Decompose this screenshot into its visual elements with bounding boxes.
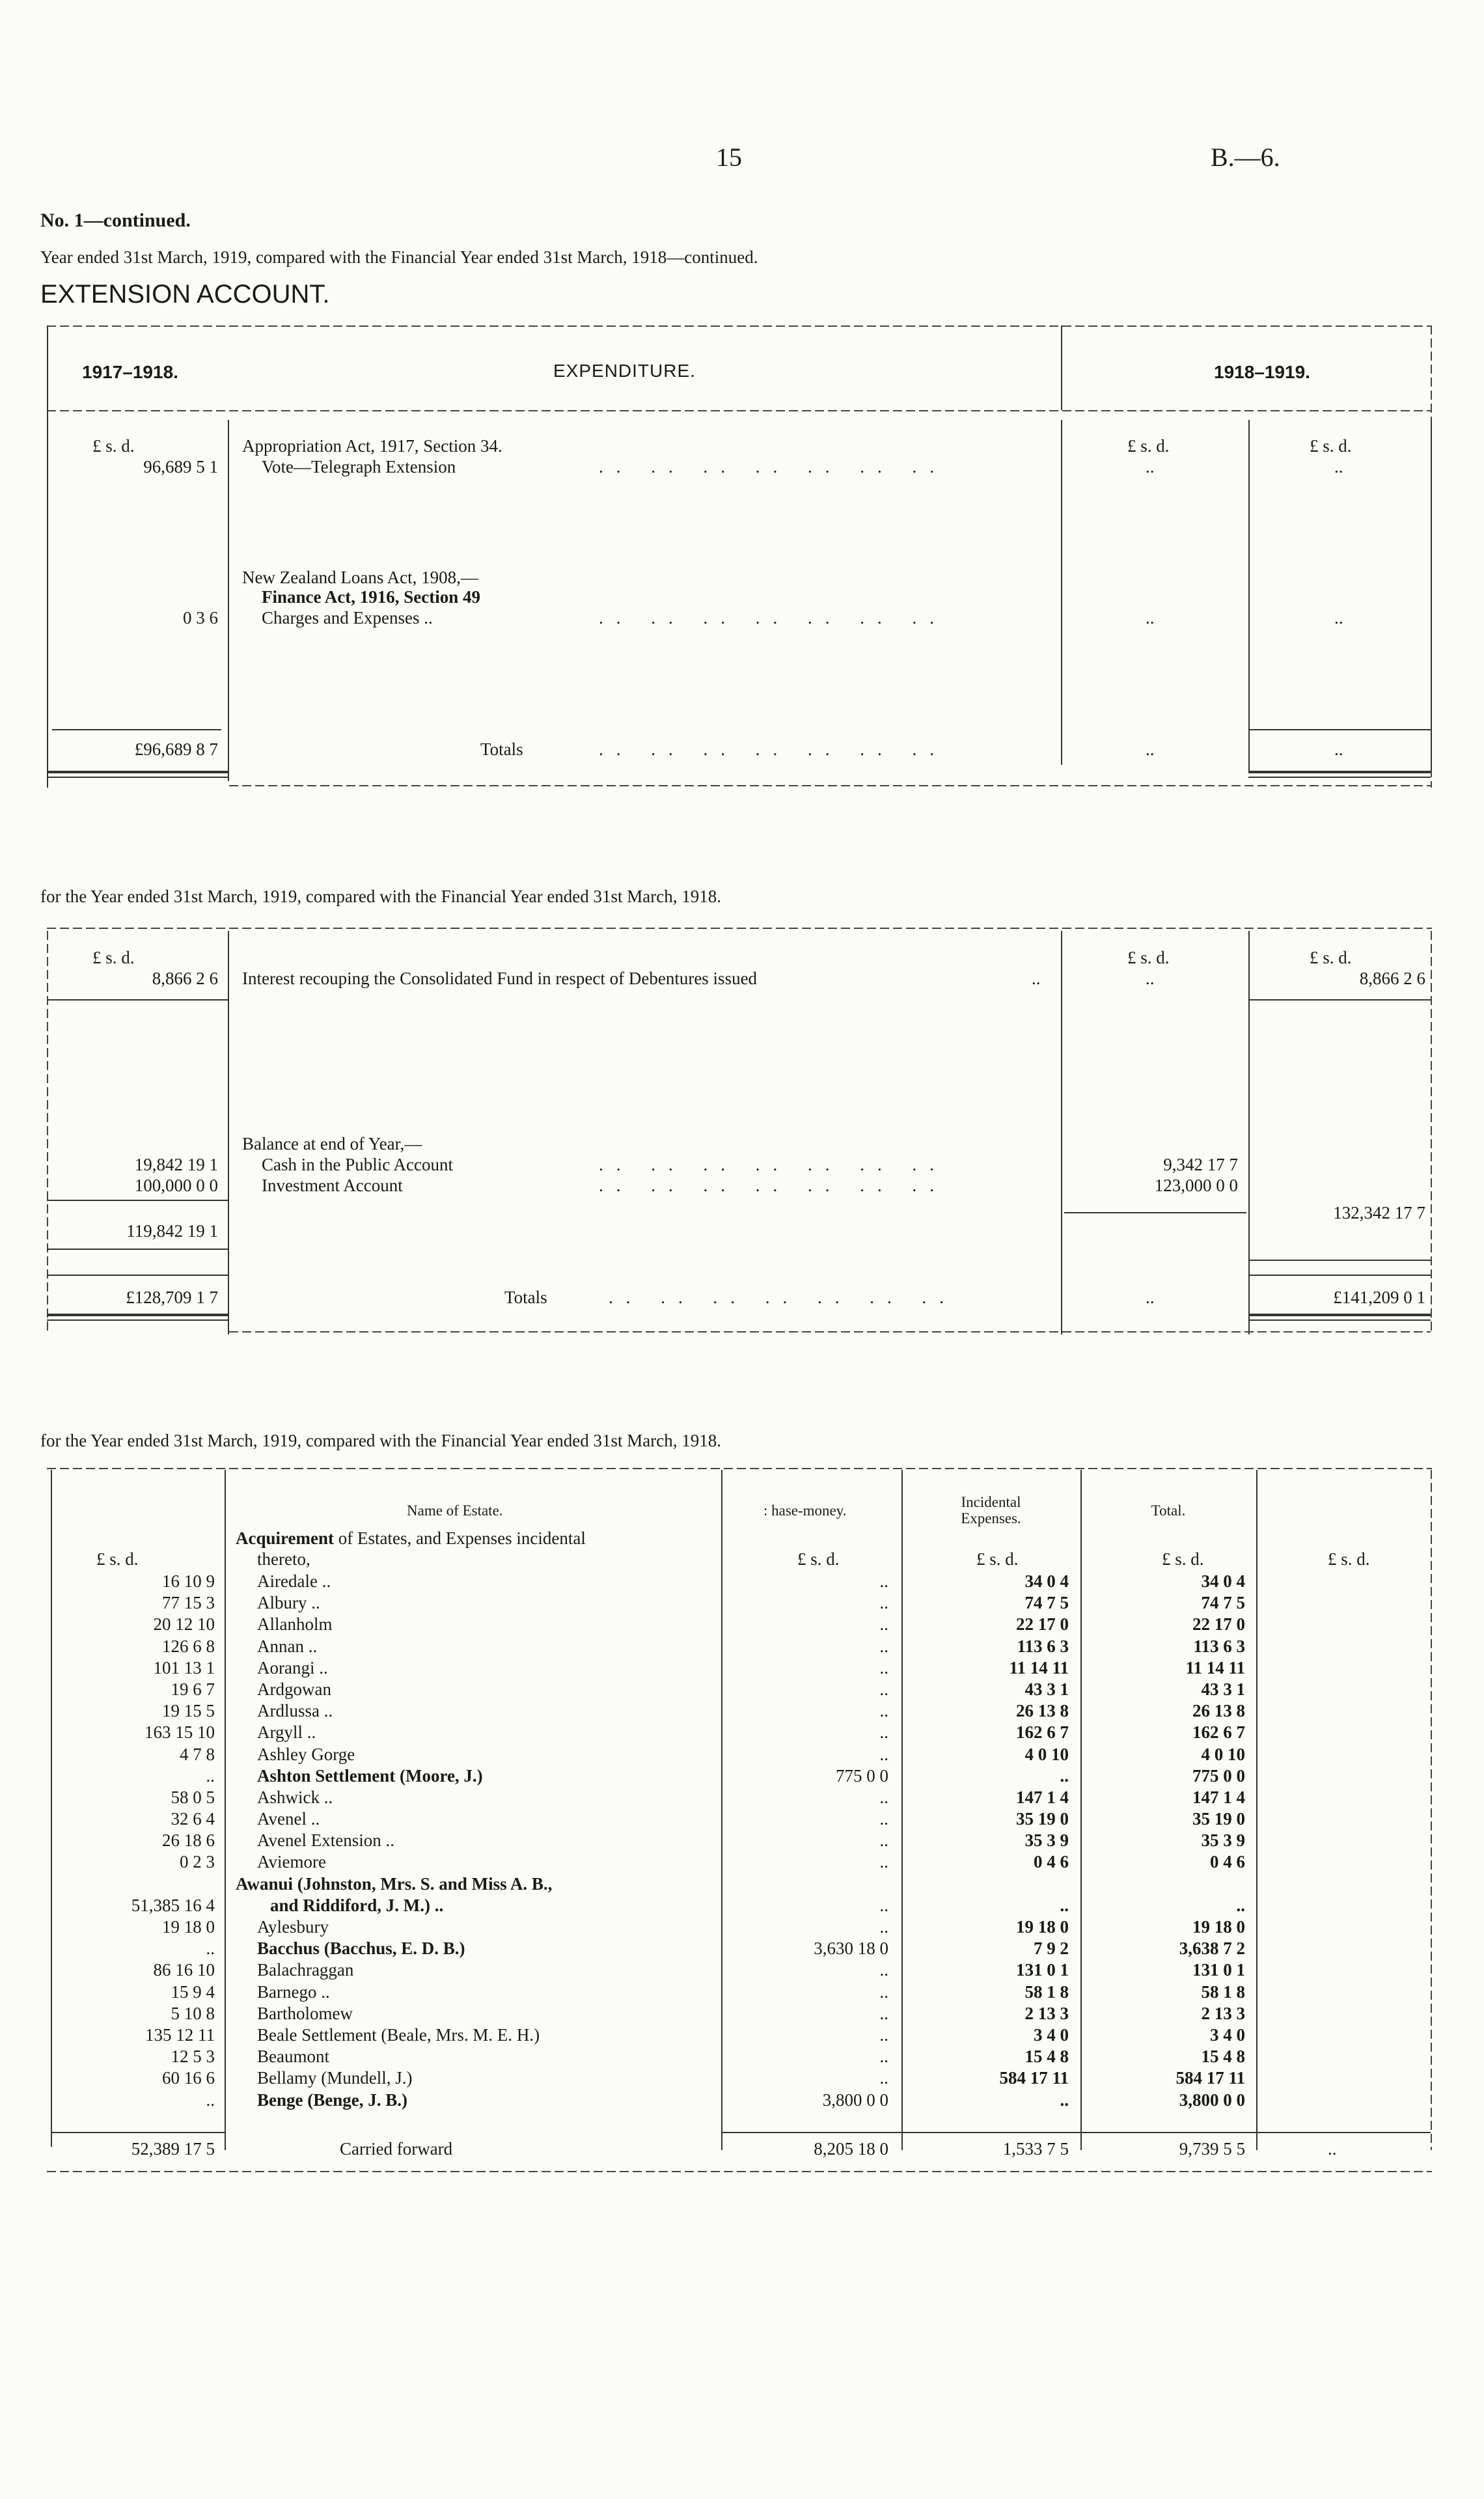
estate-row-incidental: ..	[1060, 2090, 1069, 2110]
estate-row-purchase: ..	[879, 1593, 888, 1613]
balance-subtotal-1918: 119,842 19 1	[126, 1221, 218, 1241]
charges-amount-1918: 0 3 6	[183, 608, 218, 628]
dots-col2: ..	[1146, 969, 1155, 988]
estate-row-total: 2 13 3	[1201, 2003, 1245, 2023]
dots-col2: ..	[1146, 1288, 1155, 1307]
estate-row-incidental: 7 9 2	[1034, 1939, 1069, 1959]
total-1917-1918: £128,709 1 7	[126, 1288, 218, 1307]
estate-row-purchase: ..	[879, 1895, 888, 1915]
unit-header-right2: £ s. d.	[1310, 436, 1352, 456]
estate-row-purchase: ..	[879, 1917, 888, 1937]
estate-row-purchase: ..	[879, 1636, 888, 1656]
carried-forward-purchase: 8,205 18 0	[814, 2139, 888, 2159]
estate-row-name: Benge (Benge, J. B.)	[257, 2090, 407, 2110]
estate-row-total: 22 17 0	[1192, 1614, 1245, 1635]
cash-amount-1919: 9,342 17 7	[1163, 1155, 1238, 1174]
estate-row-name: Barnego ..	[257, 1981, 330, 2002]
document-code: B.—6.	[1211, 143, 1280, 172]
unit-header-mid: £ s. d.	[1127, 948, 1170, 967]
unit-left: £ s. d.	[96, 1549, 139, 1569]
estate-row-1918: 26 18 6	[162, 1830, 215, 1851]
leader-dots: .. .. .. .. .. .. ..	[599, 1155, 947, 1174]
estate-row-incidental: 0 4 6	[1034, 1852, 1069, 1872]
estate-row-incidental: 43 3 1	[1024, 1679, 1069, 1699]
unit-header-right: £ s. d.	[1310, 948, 1352, 967]
estate-row-1918: 60 16 6	[162, 2068, 215, 2088]
estate-row-1918: 4 7 8	[180, 1744, 215, 1764]
estate-row-purchase: ..	[879, 1981, 888, 2002]
cash-public-account-label: Cash in the Public Account	[262, 1155, 453, 1174]
page-number: 15	[716, 143, 742, 172]
estate-row-purchase: ..	[879, 1657, 888, 1678]
estate-row-purchase: ..	[879, 2047, 888, 2067]
telegraph-extension-vote: Vote—Telegraph Extension	[262, 457, 456, 476]
estate-row-1918: 19 18 0	[162, 1917, 215, 1937]
no-1-continued-label: No. 1—continued.	[40, 210, 191, 231]
estate-row-1918: 101 13 1	[153, 1657, 215, 1678]
header-expenditure: EXPENDITURE.	[553, 361, 696, 381]
estate-row-name: Aviemore	[257, 1852, 326, 1872]
estate-row-total: 43 3 1	[1201, 1679, 1245, 1699]
estate-row-total: 4 0 10	[1201, 1744, 1245, 1764]
estate-row-purchase: ..	[879, 1960, 888, 1980]
estate-row-1918: 163 15 10	[144, 1722, 215, 1743]
header-year-1918-1919: 1918–1919.	[1214, 362, 1310, 382]
estate-row-total: 584 17 11	[1175, 2068, 1245, 2088]
estate-row-total: 3 4 0	[1210, 2024, 1245, 2045]
interest-amount-1919: 8,866 2 6	[1359, 969, 1425, 988]
estate-row-purchase: ..	[879, 1809, 888, 1829]
estate-row-incidental: 35 3 9	[1024, 1830, 1069, 1851]
estate-row-1918: 12 5 3	[171, 2047, 215, 2067]
unit-total: £ s. d.	[1162, 1549, 1204, 1569]
purchase-money-column	[726, 1571, 888, 2111]
estate-row-incidental: 2 13 3	[1024, 2003, 1069, 2023]
estate-row-total: 3,638 7 2	[1179, 1939, 1245, 1959]
unit-incidental: £ s. d.	[976, 1549, 1019, 1569]
estate-row-purchase: 775 0 0	[836, 1765, 888, 1786]
estate-row-incidental: 15 4 8	[1024, 2047, 1069, 2067]
estate-1918-column	[52, 1571, 215, 2111]
leader-dots: .. .. .. .. .. .. ..	[599, 1176, 947, 1195]
estate-row-name: Ashton Settlement (Moore, J.)	[257, 1765, 483, 1786]
estate-row-total: 147 1 4	[1192, 1787, 1245, 1807]
estate-row-purchase: ..	[879, 2003, 888, 2023]
estate-row-name: Avenel Extension ..	[257, 1830, 394, 1851]
dots-col2: ..	[1146, 739, 1155, 759]
section-subtitle: Year ended 31st March, 1919, compared with the Financial Year ended 31st March, 1918—continued.	[40, 247, 758, 267]
estate-row-purchase	[726, 1873, 888, 1895]
estate-row-total: 113 6 3	[1193, 1636, 1245, 1656]
acquirement-heading: Acquirement of Estates, and Expenses incidental	[236, 1528, 586, 1548]
interest-amount-1918: 8,866 2 6	[152, 969, 218, 988]
estate-row-purchase: ..	[879, 1852, 888, 1872]
estate-row-incidental: 584 17 11	[999, 2068, 1069, 2088]
estate-row-name: Annan ..	[257, 1636, 318, 1656]
investment-amount-1918: 100,000 0 0	[134, 1176, 218, 1195]
estate-row-name: Avenel ..	[257, 1809, 320, 1829]
estate-row-name: Ardgowan	[257, 1679, 331, 1699]
estate-row-name: Aorangi ..	[257, 1657, 328, 1678]
estate-row-incidental: 113 6 3	[1017, 1636, 1069, 1656]
estate-row-total: 162 6 7	[1192, 1722, 1245, 1743]
estate-row-1918: 15 9 4	[171, 1981, 215, 2002]
carried-forward-extra: ..	[1328, 2139, 1337, 2159]
unit-header-left: £ s. d.	[92, 436, 135, 456]
estate-row-total: 19 18 0	[1192, 1917, 1245, 1937]
carried-forward-1918: 52,389 17 5	[131, 2139, 215, 2159]
estate-row-1918: 32 6 4	[171, 1809, 215, 1829]
dots-col3: ..	[1334, 608, 1343, 628]
estate-row-1918: 20 12 10	[153, 1614, 215, 1635]
totals-label: Totals	[504, 1288, 547, 1307]
estate-row-purchase: 3,800 0 0	[822, 2090, 888, 2110]
section-subtitle: for the Year ended 31st March, 1919, compared with the Financial Year ended 31st March, 1918.	[40, 1431, 722, 1450]
estate-row-purchase: ..	[879, 1787, 888, 1807]
estate-row-1918: 5 10 8	[171, 2003, 215, 2023]
estate-row-purchase: ..	[879, 1679, 888, 1699]
estate-row-incidental: 26 13 8	[1016, 1701, 1069, 1721]
carried-forward-incidental: 1,533 7 5	[1002, 2139, 1069, 2159]
estate-row-purchase: ..	[879, 1722, 888, 1743]
header-expenses: Expenses.	[961, 1510, 1021, 1526]
estate-row-incidental: 22 17 0	[1016, 1614, 1069, 1635]
charges-and-expenses-label: Charges and Expenses ..	[262, 608, 433, 628]
total-1918-1919: £141,209 0 1	[1333, 1288, 1425, 1307]
leader-dots: .. .. .. .. .. .. ..	[599, 457, 947, 476]
incidental-expenses-column	[905, 1571, 1069, 2111]
estate-row-purchase: 3,630 18 0	[814, 1939, 888, 1959]
header-purchase-money: : hase-money.	[763, 1502, 847, 1519]
estate-row-name: Awanui (Johnston, Mrs. S. and Miss A. B.,	[236, 1873, 553, 1894]
estate-row-1918: 77 15 3	[162, 1593, 215, 1613]
finance-act-line: Finance Act, 1916, Section 49	[262, 587, 480, 607]
header-name-of-estate: Name of Estate.	[407, 1502, 503, 1519]
estate-row-incidental	[905, 1873, 1069, 1895]
investment-amount-1919: 123,000 0 0	[1154, 1176, 1238, 1195]
header-incidental: Incidental	[961, 1494, 1021, 1510]
total-column	[1084, 1571, 1245, 2111]
estate-row-incidental: 74 7 5	[1024, 1593, 1069, 1613]
estate-name-column	[236, 1571, 713, 2111]
unit-header-left: £ s. d.	[92, 948, 135, 967]
estate-row-total: 775 0 0	[1192, 1765, 1245, 1786]
unit-extra: £ s. d.	[1328, 1549, 1370, 1569]
estate-row-total: 58 1 8	[1201, 1981, 1245, 2002]
estate-row-1918	[52, 1873, 215, 1895]
estate-row-incidental: 131 0 1	[1016, 1960, 1069, 1980]
estate-row-1918: ..	[206, 1939, 215, 1959]
estate-row-total: 3,800 0 0	[1179, 2090, 1245, 2110]
balance-end-of-year-label: Balance at end of Year,—	[242, 1134, 422, 1153]
leader-dots: .. .. .. .. .. .. ..	[599, 739, 947, 759]
nz-loans-act-line: New Zealand Loans Act, 1908,—	[242, 568, 478, 587]
estate-row-name: Albury ..	[257, 1593, 320, 1613]
estate-row-total: 35 19 0	[1192, 1809, 1245, 1829]
estate-row-name: Balachraggan	[257, 1960, 354, 1980]
unit-purchase: £ s. d.	[797, 1549, 840, 1569]
carried-forward-total: 9,739 5 5	[1179, 2139, 1245, 2159]
estate-row-incidental: ..	[1060, 1895, 1069, 1915]
estate-row-purchase: ..	[879, 1744, 888, 1764]
estate-row-incidental: 58 1 8	[1024, 1981, 1069, 2002]
estate-row-name: and Riddiford, J. M.) ..	[270, 1895, 444, 1915]
estate-row-incidental: 162 6 7	[1016, 1722, 1069, 1743]
estate-row-purchase: ..	[879, 2068, 888, 2088]
estate-row-1918: 135 12 11	[145, 2024, 215, 2045]
estate-row-1918: 0 2 3	[180, 1852, 215, 1872]
estate-row-name: Beale Settlement (Beale, Mrs. M. E. H.)	[257, 2024, 540, 2045]
dots-col3: ..	[1334, 739, 1343, 759]
section-title: EXTENSION ACCOUNT.	[40, 280, 330, 309]
dots-col2: ..	[1146, 608, 1155, 628]
carried-forward-label: Carried forward	[340, 2139, 453, 2159]
estate-row-incidental: 34 0 4	[1024, 1571, 1069, 1591]
estate-row-purchase: ..	[879, 1830, 888, 1851]
dots-col2: ..	[1146, 457, 1155, 476]
dots-col1: ..	[1032, 969, 1041, 988]
estate-row-total: 15 4 8	[1201, 2047, 1245, 2067]
estate-row-1918: 51,385 16 4	[131, 1895, 215, 1915]
header-total: Total.	[1151, 1502, 1186, 1519]
estate-row-name: Allanholm	[257, 1614, 333, 1635]
estate-row-purchase: ..	[879, 1571, 888, 1591]
interest-recouping-label: Interest recouping the Consolidated Fund in respect of Debentures issued	[242, 969, 758, 988]
estate-row-1918: 86 16 10	[153, 1960, 215, 1980]
estate-row-total: 0 4 6	[1210, 1852, 1245, 1872]
estate-row-name: Ashwick ..	[257, 1787, 333, 1807]
estate-row-total	[1084, 1873, 1245, 1895]
estate-row-1918: 19 6 7	[171, 1679, 215, 1699]
acquirement-thereto: thereto,	[257, 1549, 310, 1569]
estate-row-purchase: ..	[879, 1614, 888, 1635]
totals-label: Totals	[480, 739, 523, 759]
estate-row-1918: 126 6 8	[162, 1636, 215, 1656]
total-1917-1918: £96,689 8 7	[134, 739, 218, 759]
estate-row-incidental: 3 4 0	[1034, 2024, 1069, 2045]
estate-row-1918: 19 15 5	[162, 1701, 215, 1721]
estate-row-1918: 58 0 5	[171, 1787, 215, 1807]
estate-row-1918: 16 10 9	[162, 1571, 215, 1591]
estate-row-name: Ardlussa ..	[257, 1701, 333, 1721]
appropriation-act-line: Appropriation Act, 1917, Section 34.	[242, 436, 502, 456]
balance-subtotal-1919: 132,342 17 7	[1333, 1203, 1425, 1222]
leader-dots: .. .. .. .. .. .. ..	[599, 608, 947, 628]
estate-row-incidental: 147 1 4	[1016, 1787, 1069, 1807]
estate-row-total: 35 3 9	[1201, 1830, 1245, 1851]
estate-row-name: Argyll ..	[257, 1722, 316, 1743]
estate-row-name: Beaumont	[257, 2047, 329, 2067]
header-year-1917-1918: 1917–1918.	[82, 362, 178, 382]
estate-row-incidental: 11 14 11	[1009, 1657, 1069, 1678]
estate-row-total: 26 13 8	[1192, 1701, 1245, 1721]
estate-row-incidental: 35 19 0	[1016, 1809, 1069, 1829]
estate-row-name: Ashley Gorge	[257, 1744, 355, 1764]
leader-dots: .. .. .. .. .. .. ..	[609, 1288, 957, 1307]
acquirement-heading-rest: of Estates, and Expenses incidental	[338, 1528, 586, 1548]
estate-row-purchase: ..	[879, 2024, 888, 2045]
estate-row-total: ..	[1236, 1895, 1245, 1915]
estate-row-name: Bellamy (Mundell, J.)	[257, 2068, 413, 2088]
estate-row-total: 74 7 5	[1201, 1593, 1245, 1613]
estate-row-total: 34 0 4	[1201, 1571, 1245, 1591]
estate-row-name: Bartholomew	[257, 2003, 353, 2023]
dots-col3: ..	[1334, 457, 1343, 476]
investment-account-label: Investment Account	[262, 1176, 403, 1195]
telegraph-vote-amount-1918: 96,689 5 1	[143, 457, 218, 476]
estate-row-purchase: ..	[879, 1701, 888, 1721]
estate-row-name: Aylesbury	[257, 1917, 329, 1937]
estate-row-name: Airedale ..	[257, 1571, 331, 1591]
estate-row-total: 131 0 1	[1192, 1960, 1245, 1980]
estate-row-total: 11 14 11	[1185, 1657, 1245, 1678]
section-subtitle: for the Year ended 31st March, 1919, compared with the Financial Year ended 31st March, 1918.	[40, 887, 722, 906]
cash-amount-1918: 19,842 19 1	[134, 1155, 218, 1174]
estate-row-name: Bacchus (Bacchus, E. D. B.)	[257, 1939, 465, 1959]
estate-row-1918: ..	[206, 2090, 215, 2110]
estate-row-incidental: ..	[1060, 1765, 1069, 1786]
estate-row-incidental: 4 0 10	[1024, 1744, 1069, 1764]
unit-header-right1: £ s. d.	[1127, 436, 1170, 456]
estate-row-incidental: 19 18 0	[1016, 1917, 1069, 1937]
estate-row-1918: ..	[206, 1765, 215, 1786]
